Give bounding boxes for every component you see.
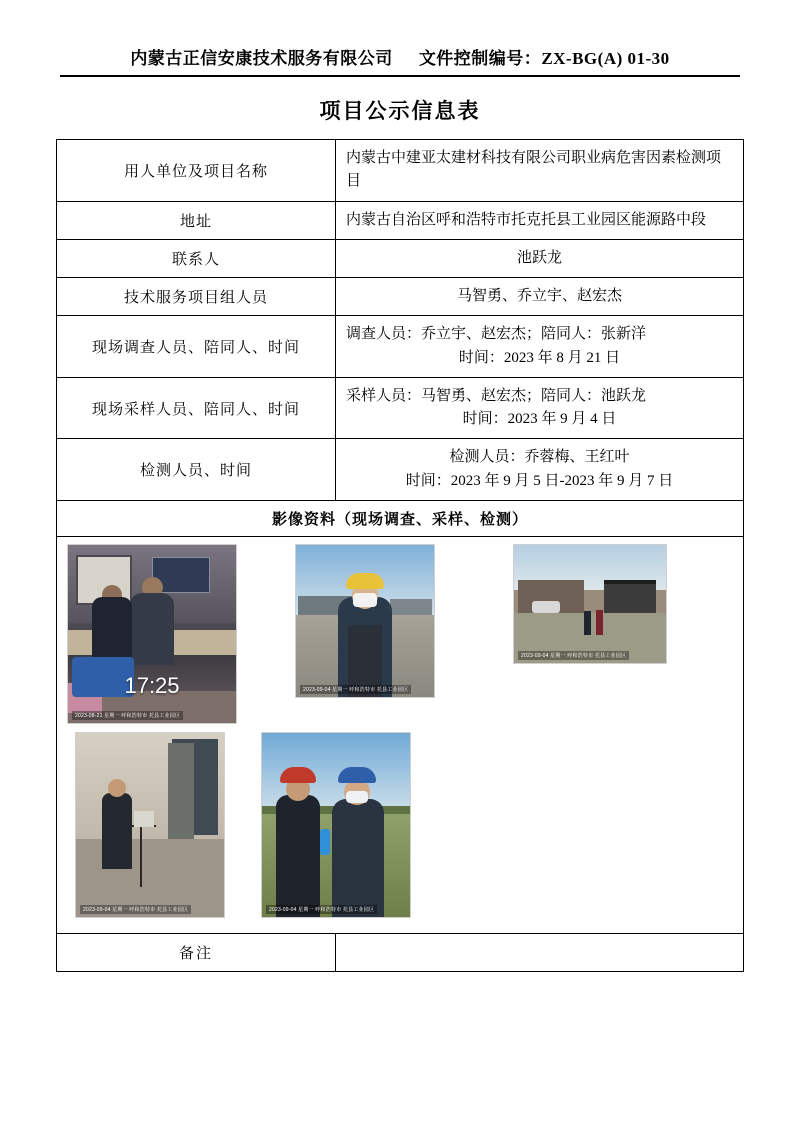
photo-field-sampling [261, 732, 411, 918]
photo-safety-helmet [280, 767, 316, 783]
row-value-testing [336, 439, 744, 501]
media-gallery [57, 536, 744, 933]
row-label-team: 技术服务项目组人员 [57, 278, 336, 316]
photo-row-2 [75, 732, 733, 918]
media-heading: 影像资料（现场调查、采样、检测） [57, 500, 744, 536]
survey-personnel: 调查人员：乔立宇、赵宏杰；陪同人：张新洋 [346, 326, 647, 343]
photo-indoor-sampling [75, 732, 225, 918]
row-value-employer: 内蒙古中建亚太建材科技有限公司职业病危害因素检测项目 [336, 140, 744, 202]
photo-timestamp: 2023-09-04 星期一 呼和浩特市 托县工业园区 [300, 685, 411, 694]
photo-office-survey [67, 544, 237, 724]
row-label-survey: 现场调查人员、陪同人、时间 [57, 316, 336, 378]
row-value-address: 内蒙古自治区呼和浩特市托克托县工业园区能源路中段 [336, 201, 744, 239]
photo-person-body [276, 795, 320, 917]
testing-date: 时间：2023 年 9 月 5 日-2023 年 9 月 7 日 [405, 472, 674, 489]
table-row [57, 500, 744, 536]
row-label-sampling: 现场采样人员、陪同人、时间 [57, 377, 336, 439]
sampling-date: 时间：2023 年 9 月 4 日 [462, 411, 617, 427]
row-value-contact: 池跃龙 [336, 239, 744, 277]
photo-gate-top [604, 580, 656, 584]
row-label-testing: 检测人员、时间 [57, 439, 336, 501]
table-row [57, 201, 744, 239]
table-row [57, 933, 744, 971]
page-title: 项目公示信息表 [319, 99, 481, 123]
photo-person-head [108, 779, 126, 797]
photo-face-mask [353, 593, 377, 607]
survey-date: 时间：2023 年 8 月 21 日 [458, 349, 621, 366]
photo-safety-helmet [338, 767, 376, 783]
photo-building [390, 599, 432, 614]
row-value-team: 马智勇、乔立宇、赵宏杰 [336, 278, 744, 316]
table-row [57, 536, 744, 933]
row-value-survey [336, 316, 744, 378]
photo-row-1 [67, 544, 733, 724]
row-label-address: 地址 [57, 201, 336, 239]
sampling-personnel: 采样人员：马智勇、赵宏杰；陪同人：池跃龙 [346, 387, 647, 404]
photo-timestamp: 2023-09-04 星期一 呼和浩特市 托县工业园区 [266, 905, 377, 914]
table-row [57, 140, 744, 202]
row-label-employer: 用人单位及项目名称 [57, 140, 336, 202]
note-label: 备注 [57, 933, 336, 971]
table-row [57, 316, 744, 378]
note-value [336, 933, 744, 971]
photo-person-body [130, 593, 174, 665]
document-header [60, 44, 740, 77]
table-row [57, 377, 744, 439]
photo-timestamp: 2023-08-21 星期一 呼和浩特市 托县工业园区 [72, 711, 183, 720]
photo-factory-gate [513, 544, 667, 664]
testing-personnel: 检测人员：乔蓉梅、王红叶 [449, 449, 630, 466]
photo-vehicle [532, 601, 560, 613]
organization-name: 内蒙古正信安康技术服务有限公司 [130, 49, 393, 68]
photo-person-body [102, 793, 132, 869]
photo-tripod [140, 825, 142, 887]
table-row [57, 439, 744, 501]
photo-sampling-device [134, 811, 154, 827]
table-row [57, 239, 744, 277]
document-control-code-value: ZX-BG(A) 01-30 [541, 49, 670, 68]
photo-person-body [332, 799, 384, 917]
photo-face-mask [346, 791, 368, 803]
photo-person-body [596, 610, 603, 635]
info-table [56, 139, 744, 972]
document-control-code [419, 44, 670, 69]
photo-person-body [92, 597, 132, 663]
row-label-contact: 联系人 [57, 239, 336, 277]
table-row [57, 278, 744, 316]
photo-sampling-tube [320, 829, 330, 855]
photo-person-body [584, 611, 591, 635]
photo-safety-helmet [346, 573, 384, 589]
document-control-code-label: 文件控制编号： [418, 49, 542, 68]
photo-time-overlay: 17:25 [124, 672, 180, 698]
photo-worker-mask [295, 544, 435, 698]
photo-timestamp: 2023-09-04 星期一 呼和浩特市 托县工业园区 [80, 905, 191, 914]
photo-timestamp: 2023-09-04 星期一 呼和浩特市 托县工业园区 [518, 651, 629, 660]
row-value-sampling [336, 377, 744, 439]
